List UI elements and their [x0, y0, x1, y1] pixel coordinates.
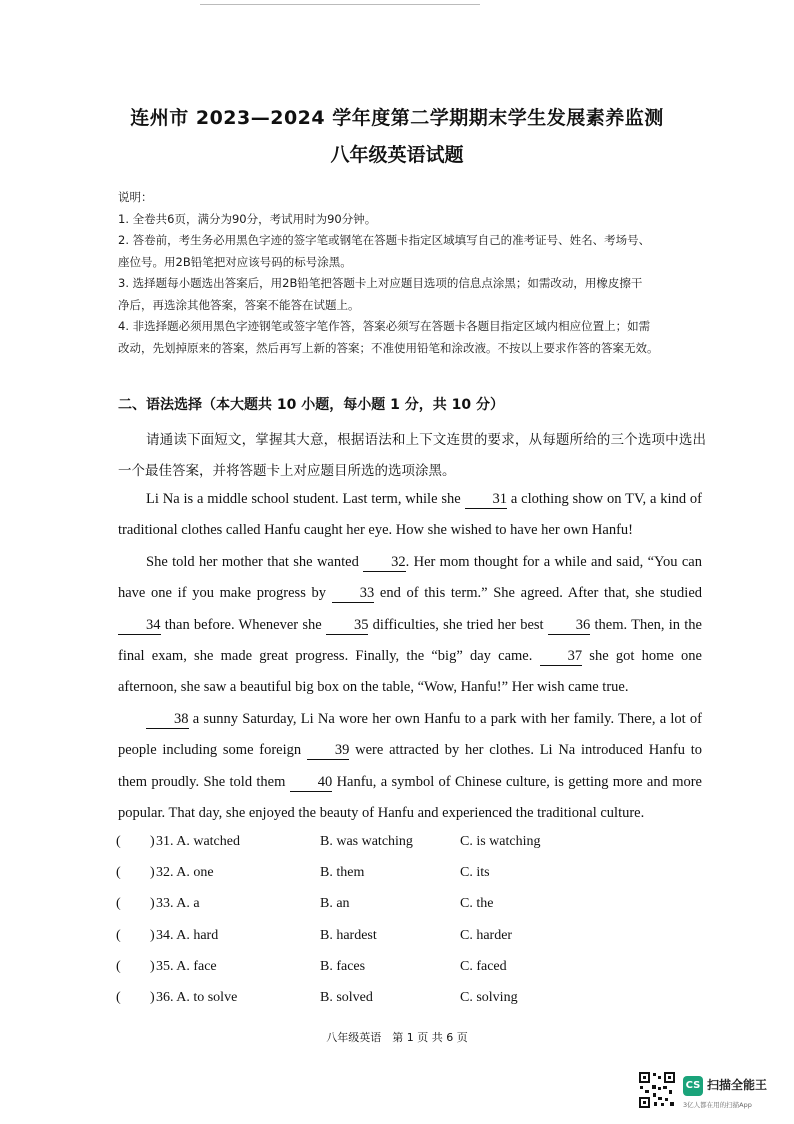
blank-33: 33: [332, 584, 375, 603]
instruction-line: 1. 全卷共6页，满分为90分，考试用时为90分钟。: [118, 211, 377, 226]
answer-paren-open: (: [116, 989, 121, 1005]
option-c: C. the: [460, 896, 494, 912]
passage-text: a clothing show on TV, a kind of traditional clothes called Hanfu caught her eye. How she wished to have her own Hanfu!: [118, 491, 702, 539]
page-footer: 八年级英语 第 1 页 共 6 页: [326, 1031, 468, 1044]
blank-39: 39: [307, 741, 350, 760]
qr-code-icon: [638, 1071, 676, 1109]
instruction-line: 净后，再选涂其他答案，答案不能答在试题上。: [118, 297, 360, 312]
exam-subtitle: 八年级英语试题: [330, 144, 464, 166]
passage-text: Hanfu, a symbol of Chinese culture, is getting more and more popular. That day, she enjoyed the beauty of Hanfu and experienced the traditional culture.: [118, 773, 702, 822]
scanner-app-tagline: 3亿人都在用的扫描App: [683, 1101, 752, 1109]
option-row-33: [116, 892, 716, 923]
camscanner-logo-icon: CS: [683, 1076, 703, 1096]
scan-edge-line: [200, 4, 480, 5]
instructions-heading: 说明：: [118, 190, 153, 204]
passage-text: end of this term.” She agreed. After that, she studied: [374, 585, 703, 602]
instruction-line: 4. 非选择题必须用黑色字迹钢笔或签字笔作答，答案必须写在答题卡各题目指定区域内相应位置上；如需: [118, 319, 651, 333]
answer-options: [116, 830, 716, 1017]
instruction-line: 3. 选择题每小题选出答案后，用2B铅笔把答题卡上对应题目选项的信息点涂黑；如需改动，用橡皮擦干: [118, 276, 643, 290]
answer-paren-close: ): [150, 958, 155, 974]
option-c: C. is watching: [460, 834, 541, 849]
option-row-31: [116, 830, 716, 861]
option-c: C. solving: [460, 989, 518, 1005]
option-a: 35. A. face: [156, 958, 217, 974]
passage-paragraph-1: [118, 484, 702, 547]
answer-paren-close: ): [150, 896, 155, 912]
passage-text: Li Na is a middle school student. Last term, while she: [146, 491, 465, 507]
passage-paragraph-2: [118, 547, 702, 704]
option-a: 33. A. a: [156, 896, 200, 912]
option-row-32: [116, 861, 716, 892]
blank-32: 32: [363, 553, 406, 572]
option-b: B. solved: [320, 989, 373, 1005]
reading-passage: [118, 484, 702, 829]
passage-paragraph-3: [118, 704, 702, 830]
option-a: 36. A. to solve: [156, 989, 238, 1005]
option-row-34: [116, 924, 716, 955]
answer-paren-close: ): [150, 834, 155, 849]
section-instruction: 请通读下面短文，掌握其大意，根据语法和上下文连贯的要求，从每题所给的三个选项中选出一个最佳答案，并将答题卡上对应题目所选的选项涂黑。: [118, 432, 706, 479]
passage-text: difficulties, she tried her best: [368, 616, 548, 633]
passage-text: she got home one afternoon, she saw a beautiful big box on the table, “Wow, Hanfu!” Her wish came true.: [118, 648, 702, 696]
option-b: B. faces: [320, 958, 366, 974]
option-c: C. its: [460, 865, 490, 881]
passage-text: them. Then, in the final exam, she made great progress. Finally, the “big” day came.: [118, 616, 702, 665]
blank-31: 31: [465, 490, 508, 509]
blank-35: 35: [326, 616, 369, 635]
option-row-36: [116, 986, 716, 1017]
option-c: C. faced: [460, 958, 507, 974]
answer-paren-open: (: [116, 865, 121, 881]
passage-text: a sunny Saturday, Li Na wore her own Hanfu to a park with her family. There, a lot of people including some foreign: [118, 710, 702, 759]
answer-paren-open: (: [116, 958, 121, 974]
option-a: 34. A. hard: [156, 927, 219, 943]
blank-36: 36: [548, 616, 591, 635]
instruction-line: 2. 答卷前，考生务必用黑色字迹的签字笔或钢笔在答题卡指定区域填写自己的准考证号、姓名、考场号、: [118, 233, 651, 247]
blank-38: 38: [146, 710, 189, 729]
passage-text: . Her mom thought for a while and said, “You can have one if you make progress by: [118, 553, 702, 602]
blank-40: 40: [290, 773, 333, 792]
scanner-app-name: 扫描全能王: [707, 1078, 768, 1092]
answer-paren-close: ): [150, 865, 155, 881]
instruction-line: 改动，先划掉原来的答案，然后再写上新的答案；不准使用铅笔和涂改液。不按以上要求作答的答案无效。: [118, 340, 659, 355]
option-b: B. was watching: [320, 834, 413, 849]
passage-text: were attracted by her clothes. Li Na introduced Hanfu to them proudly. She told them: [118, 742, 702, 790]
option-a: 32. A. one: [156, 865, 214, 881]
option-b: B. an: [320, 896, 350, 912]
passage-text: She told her mother that she wanted: [146, 553, 364, 570]
option-row-35: [116, 955, 716, 986]
answer-paren-close: ): [150, 927, 155, 943]
exam-title: 连州市 2023—2024 学年度第二学期期末学生发展素养监测: [130, 107, 664, 129]
blank-34: 34: [118, 616, 161, 635]
answer-paren-open: (: [116, 896, 121, 912]
option-b: B. hardest: [320, 927, 377, 943]
option-b: B. them: [320, 865, 365, 881]
answer-paren-open: (: [116, 927, 121, 943]
answer-paren-close: ): [150, 989, 155, 1005]
option-a: 31. A. watched: [156, 834, 240, 849]
option-c: C. harder: [460, 927, 513, 943]
instructions-block: [118, 187, 706, 359]
blank-37: 37: [540, 647, 583, 666]
answer-paren-open: (: [116, 834, 121, 849]
section-heading: 二、语法选择（本大题共 10 小题，每小题 1 分，共 10 分）: [118, 397, 504, 413]
instruction-line: 座位号。用2B铅笔把对应该号码的标号涂黑。: [118, 254, 352, 269]
passage-text: than before. Whenever she: [160, 616, 326, 633]
